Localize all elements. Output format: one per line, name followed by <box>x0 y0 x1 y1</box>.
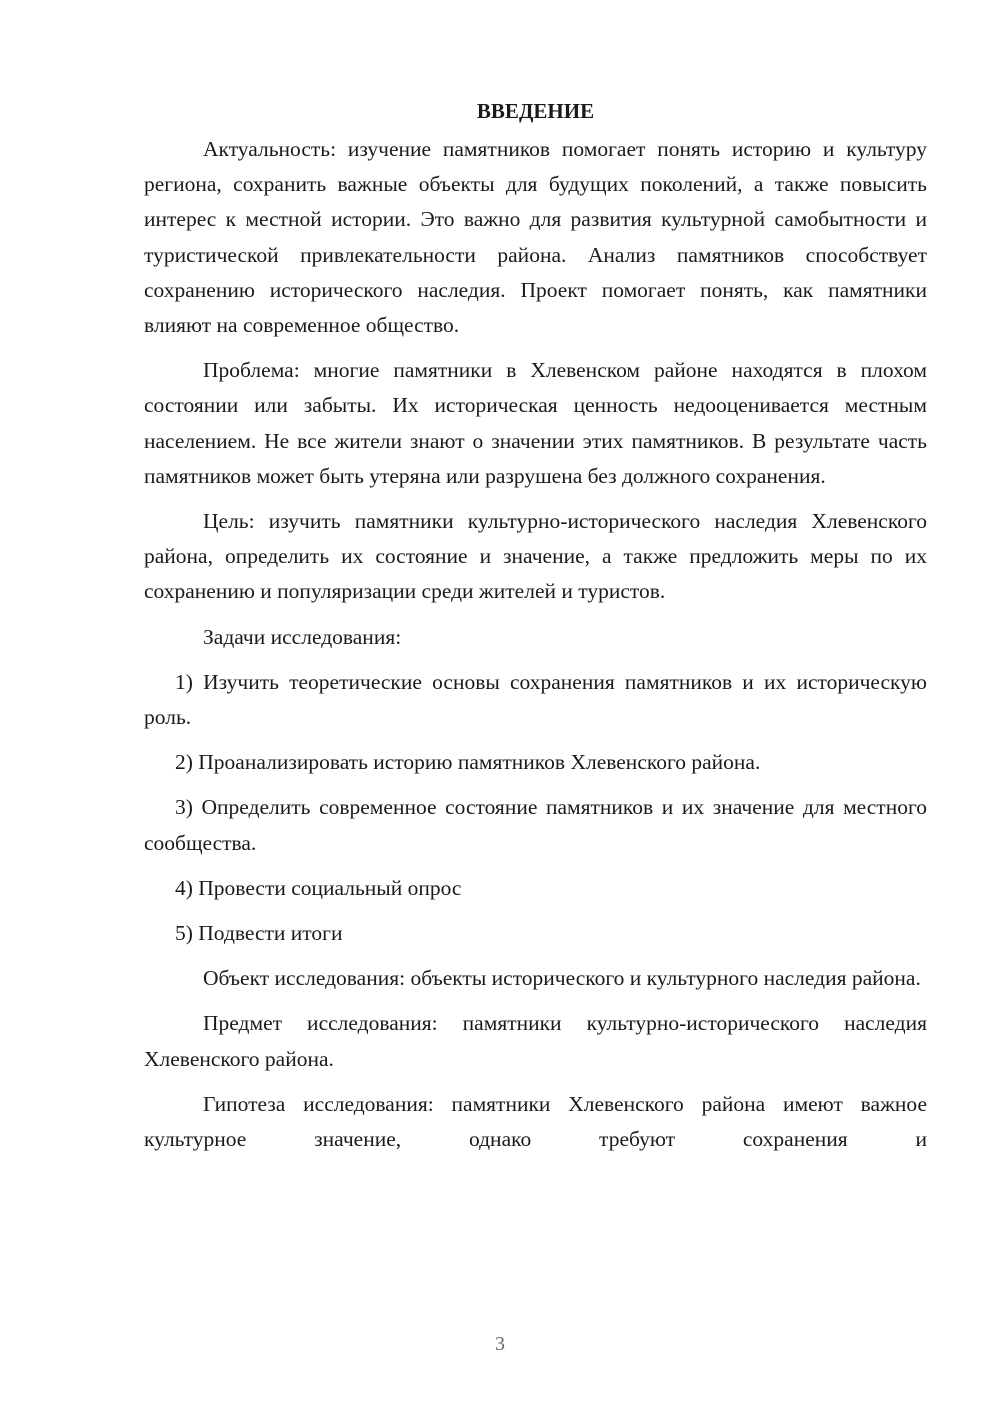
goal-paragraph: Цель: изучить памятники культурно-исторического наследия Хлевенского района, определить их состояние и значение, а также предложить меры по их сохранению и популяризации среди жителей и туристов. <box>144 509 927 604</box>
task-item: 3) Определить современное состояние памятников и их значение для местного сообщества. <box>144 795 927 855</box>
task-item: 1) Изучить теоретические основы сохранения памятников и их историческую роль. <box>144 669 927 730</box>
tasks-heading: Задачи исследования: <box>203 624 402 649</box>
task-item: 5) Подвести итоги <box>175 921 343 946</box>
object-paragraph: Объект исследования: объекты исторического и культурного наследия района. <box>203 966 921 991</box>
hypothesis-paragraph: Гипотеза исследования: памятники Хлевенского района имеют важное культурное значение, однако требуют сохранения и <box>144 1091 927 1152</box>
problem-paragraph: Проблема: многие памятники в Хлевенском районе находятся в плохом состоянии или забыты. Их историческая ценность недооценивается местным населением. Не все жители знают о значении этих памятников. В результате часть памятников может быть утеряна или разрушена без должного сохранения. <box>144 358 927 488</box>
section-heading: ВВЕДЕНИЕ <box>476 99 595 123</box>
subject-paragraph: Предмет исследования: памятники культурно-исторического наследия Хлевенского района. <box>144 1011 927 1071</box>
page-number: 3 <box>495 1333 505 1355</box>
relevance-paragraph: Актуальность: изучение памятников помогает понять историю и культуру региона, сохранить важные объекты для будущих поколений, а также повысить интерес к местной истории. Это важно для развития культурной самобытности и туристической привлекательности района. Анализ памятников способствует сохранению исторического наследия. Проект помогает понять, как памятники влияют на современное общество. <box>144 137 927 338</box>
document-page <box>144 96 927 1167</box>
task-item: 4) Провести социальный опрос <box>175 875 462 900</box>
task-item: 2) Проанализировать историю памятников Хлевенского района. <box>175 750 761 775</box>
